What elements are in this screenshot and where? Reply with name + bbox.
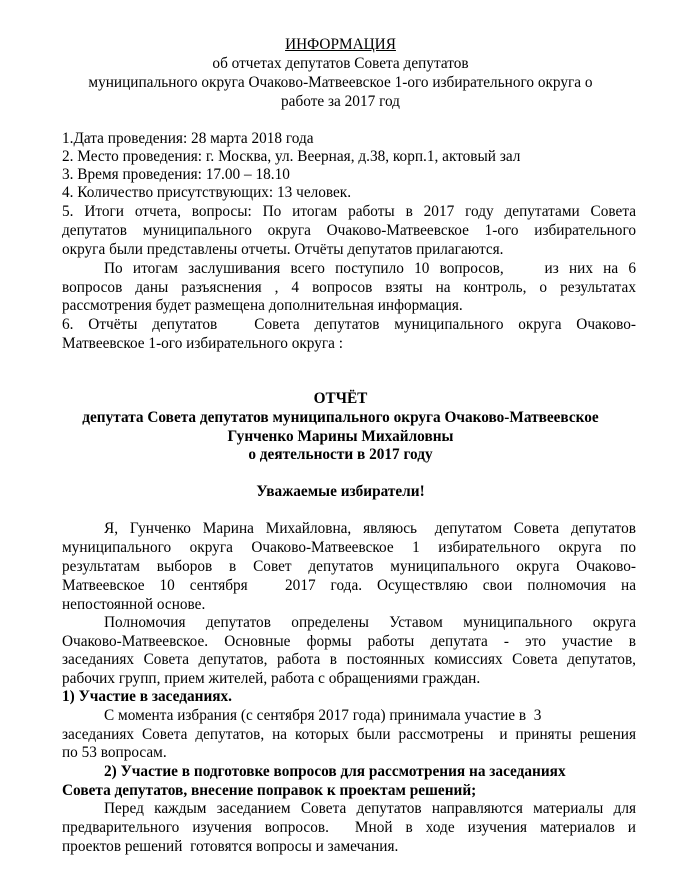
report-para2-line: Полномочия депутатов определены Уставом муниципального округа (104, 614, 636, 631)
info-item-count: 4. Количество присутствующих: 13 человек. (62, 184, 352, 201)
info-subtitle-line: муниципального округа Очаково-Матвеевское 1-ого избирательного округа о (88, 74, 593, 91)
info-item-date: 1.Дата проведения: 28 марта 2018 года (62, 130, 314, 147)
report-subtitle-line: Гунченко Марины Михайловны (227, 428, 454, 445)
report-para2-line: Очаково-Матвеевское. Основные формы работы депутата - это участие в (62, 633, 636, 650)
section2-line: Перед каждым заседанием Совета депутатов направляются материалы для (104, 800, 636, 817)
report-para1-line: непостоянной основе. (62, 596, 206, 613)
section2-heading-line: Совета депутатов, внесение поправок к проектам решений; (62, 782, 477, 799)
info-item5-line: 5. Итоги отчета, вопросы: По итогам работы в 2017 году депутатами Совета (62, 203, 636, 220)
report-para1-line: Я, Гунченко Марина Михайловна, являюсь депутатом Совета депутатов (104, 520, 636, 537)
info-questions-line: По итогам заслушивания всего поступило 10 вопросов, из них на 6 (104, 260, 636, 277)
info-item5-line: депутатов муниципального округа Очаково-Матвеевское 1-ого избирательного (62, 222, 636, 239)
section2-line: предварительного изучения вопросов. Мной в ходе изучения материалов и (62, 819, 636, 836)
report-subtitle-line: депутата Совета депутатов муниципального округа Очаково-Матвеевское (82, 409, 599, 426)
section2-line: проектов решений готовятся вопросы и замечания. (62, 838, 399, 855)
info-title: ИНФОРМАЦИЯ (285, 36, 396, 53)
info-subtitle-line: работе за 2017 год (281, 93, 400, 110)
report-para2-line: заседаниях Совета депутатов, работа в постоянных комиссиях Совета депутатов, (62, 651, 636, 668)
info-questions-line: рассмотрения будет размещена дополнительная информация. (62, 297, 463, 314)
section1-heading: 1) Участие в заседаниях. (62, 688, 233, 705)
report-greeting: Уважаемые избиратели! (256, 483, 425, 500)
report-para1-line: Матвеевское 10 сентября 2017 года. Осуществляю свои полномочия на (62, 577, 636, 594)
report-title: ОТЧЁТ (313, 390, 368, 407)
info-subtitle-line: об отчетах депутатов Совета депутатов (212, 55, 469, 72)
section1-line: С момента избрания (с сентября 2017 года) принимала участие в 3 (104, 707, 542, 724)
report-para2-line: рабочих групп, прием жителей, работа с обращениями граждан. (62, 670, 481, 687)
section2-heading-line: 2) Участие в подготовке вопросов для рассмотрения на заседаниях (104, 763, 566, 780)
section1-line: по 53 вопросам. (62, 744, 167, 761)
info-item6-line: 6. Отчёты депутатов Совета депутатов муниципального округа Очаково- (62, 316, 636, 333)
report-subtitle-line: о деятельности в 2017 году (248, 446, 433, 463)
section1-line: заседаниях Совета депутатов, на которых были рассмотрены и приняты решения (62, 726, 636, 743)
report-para1-line: муниципального округа Очаково-Матвеевское 1 избирательного округа по (62, 539, 636, 556)
info-item5-line: округа были представлены отчеты. Отчёты депутатов прилагаются. (62, 241, 504, 258)
info-questions-line: вопросов даны разъяснения , 4 вопросов взяты на контроль, о результатах (62, 279, 636, 296)
info-item-place: 2. Место проведения: г. Москва, ул. Веерная, д.38, корп.1, актовый зал (62, 148, 521, 165)
info-item-time: 3. Время проведения: 17.00 – 18.10 (62, 166, 290, 183)
info-item6-line: Матвеевское 1-ого избирательного округа : (62, 335, 344, 352)
report-para1-line: результатам выборов в Совет депутатов муниципального округа Очаково- (62, 558, 636, 575)
